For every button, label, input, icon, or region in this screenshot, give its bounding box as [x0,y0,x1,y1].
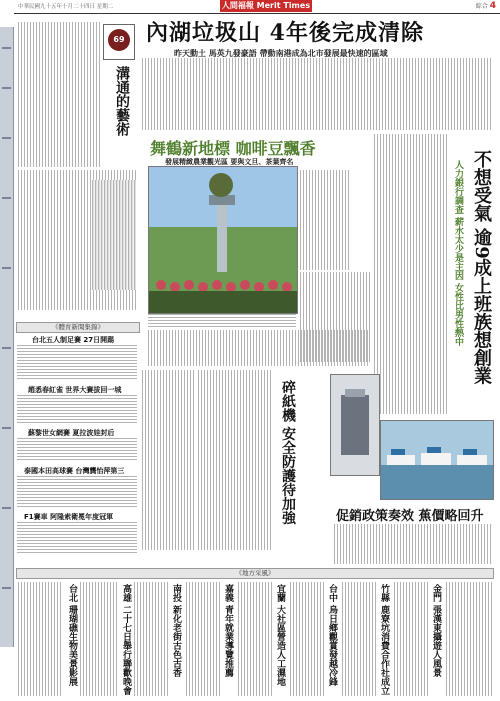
paper-name: 人間福報 Merit Times [221,1,311,10]
boats-illustration [381,421,493,499]
sports-section-title: 《體育新聞集錦》 [16,322,140,333]
sports-item-title: 台北五人制足賽 27日開踢 [32,336,115,344]
sports-item-body [17,522,137,555]
local-item-body-continued [446,582,492,696]
boats-photo [380,420,494,500]
column-inset [92,180,136,290]
sports-item-title: 泰國本田高球賽 台灣龔怡萍第三 [24,467,125,475]
shredder-headline: 碎紙機 安全防護待加強 [280,380,296,525]
local-item-body [342,582,376,696]
local-item-title: 竹縣 鹿寮坑消費合作社成立 [379,584,389,696]
column-title: 溝通的藝術 [114,66,130,136]
right-headline: 不想受氣 逾9成上班族想創業 [471,150,492,385]
photo-illustration [149,167,297,313]
local-item-title: 宜蘭 大社區營造人工濕地 [275,584,285,687]
feature-body [300,170,350,270]
sports-item-title: 蘇黎世女網賽 夏拉波娃封后 [28,429,115,437]
local-item-title: 金門 張漢東攝遊人風景 [431,584,441,678]
shredder-body-left [142,370,194,550]
local-item-body [394,582,428,696]
date-line: 中華民國九十五年十月二十四日 星期二 [18,4,114,10]
promo-headline: 促銷政策奏效 蕉價略回升 [336,509,484,524]
local-item-body [290,582,324,696]
promo-body [334,524,492,564]
feature-body-bottom [148,330,370,366]
feature-photo [148,166,298,314]
feature-subhead: 發展精緻農業觀光區 要與文旦、茶葉齊名 [165,158,294,166]
right-subhead: 人力銀行調查 薪水太少是主因 女性比男性熱中 [453,160,463,347]
lead-body [142,58,492,130]
local-item-title: 台北 珊瑚礁生物美景影展 [67,584,77,687]
sports-item-body [17,345,137,381]
local-section-title: 《地方采風》 [16,568,494,579]
local-item-body [80,582,118,696]
section-label: 綜合 4 [475,1,496,11]
local-item-body [238,582,272,696]
lead-subhead: 昨天動土 馬英九發豪語 帶動南港成為北市發展最快速的區域 [174,49,388,58]
local-item-body [186,582,220,696]
local-item-body [18,582,62,696]
masthead-rule [14,13,500,14]
feature-headline: 舞鶴新地標 咖啡豆飄香 [150,139,316,158]
column-body [18,22,102,167]
sports-item-title: F1賽車 阿隆索衛冕年度冠軍 [24,513,114,521]
local-item-body [134,582,168,696]
sports-item-body [17,476,137,509]
page-number: 4 [489,1,496,11]
local-item-title: 高雄 二十七日舉行聯歡晚會 [121,584,131,696]
photo-caption [148,314,296,328]
local-item-title: 嘉義 青年就業導覽推薦 [223,584,233,678]
column-badge: 69 [103,24,135,60]
sports-item-body [17,395,137,425]
shredder-body [198,370,272,550]
local-item-title: 南投 新化老街古色古香 [171,584,181,678]
right-body [374,134,448,414]
shredder-illustration [331,375,379,475]
lead-headline: 內湖垃圾山 4年後完成清除 [146,20,424,46]
shredder-photo [330,374,380,476]
sports-item-title: 趙悉春紅雀 世界大賽拔回一城 [28,386,122,394]
page-index-strip [0,27,14,647]
sports-item-body [17,438,137,462]
local-item-title: 台中 烏日鄉觀賞發越冷鋒 [327,584,337,687]
